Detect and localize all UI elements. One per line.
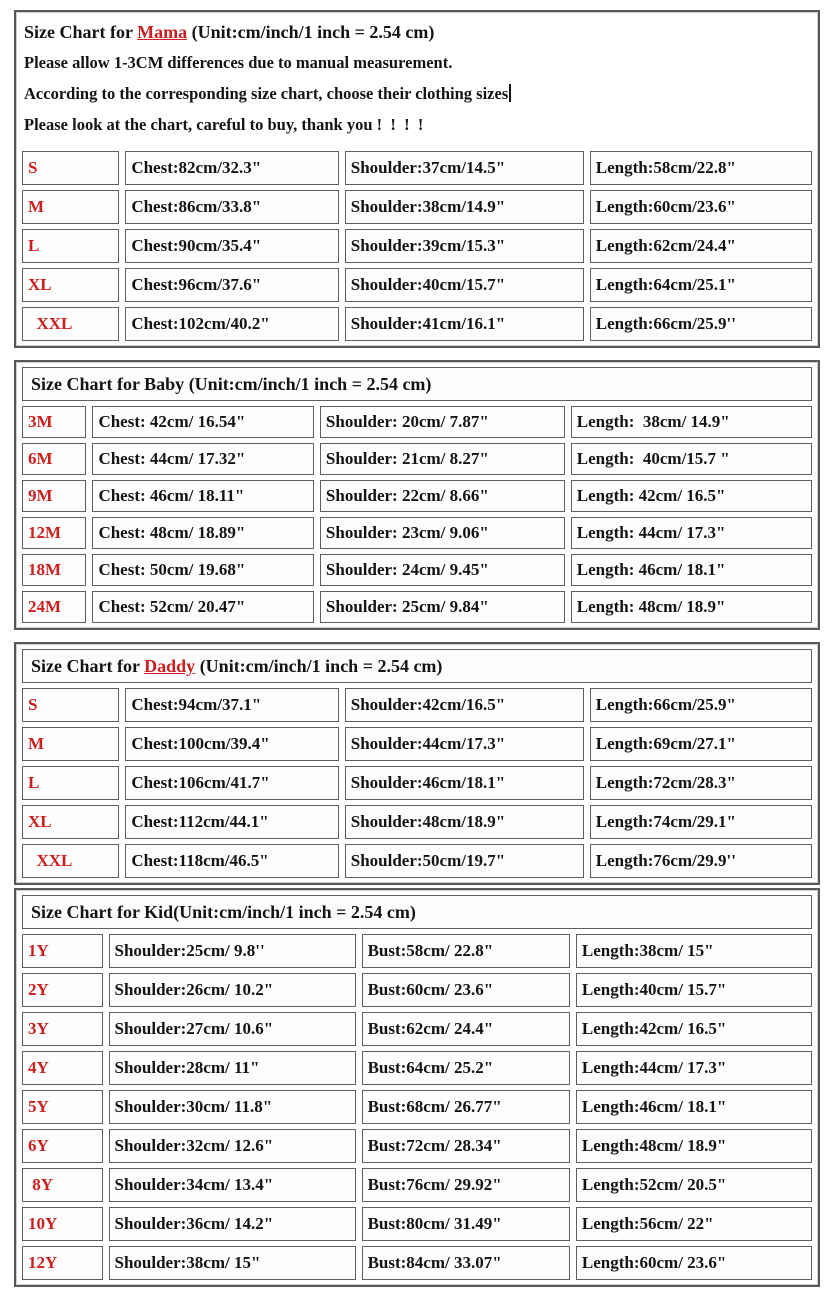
measurement-cell: Bust:62cm/ 24.4" (362, 1012, 570, 1046)
size-label-cell: 3M (22, 406, 86, 438)
note-measurement-tolerance: Please allow 1-3CM differences due to manual measurement. (24, 53, 453, 72)
size-label-cell: 4Y (22, 1051, 103, 1085)
measurement-cell: Length:58cm/22.8" (590, 151, 812, 185)
measurement-cell: Length:60cm/23.6" (590, 190, 812, 224)
title-suffix: (Unit:cm/inch/1 inch = 2.54 cm) (184, 374, 432, 394)
title-suffix: (Unit:cm/inch/1 inch = 2.54 cm) (187, 22, 435, 42)
measurement-cell: Length:48cm/ 18.9" (576, 1129, 812, 1163)
size-label-cell: 1Y (22, 934, 103, 968)
table-row (22, 973, 812, 1007)
size-label-cell: 9M (22, 480, 86, 512)
measurement-cell: Bust:68cm/ 26.77" (362, 1090, 570, 1124)
size-label-cell: L (22, 229, 119, 263)
table-row (22, 1051, 812, 1085)
measurement-cell: Shoulder: 24cm/ 9.45" (320, 554, 565, 586)
table-row (22, 1090, 812, 1124)
measurement-cell: Length: 46cm/ 18.1" (571, 554, 812, 586)
measurement-cell: Shoulder:50cm/19.7" (345, 844, 584, 878)
measurement-cell: Length:72cm/28.3" (590, 766, 812, 800)
measurement-cell: Chest: 52cm/ 20.47" (92, 591, 313, 623)
measurement-cell: Length:60cm/ 23.6" (576, 1246, 812, 1280)
title-prefix: Size Chart for (31, 374, 145, 394)
kid-chart-title (22, 895, 812, 929)
table-row (22, 190, 812, 224)
note-choose-size-text: According to the corresponding size chart, choose their clothing sizes (24, 84, 509, 103)
measurement-cell: Shoulder: 20cm/ 7.87" (320, 406, 565, 438)
size-label-cell: 5Y (22, 1090, 103, 1124)
kid-size-table (16, 929, 818, 1285)
size-label-cell: 8Y (22, 1168, 103, 1202)
measurement-cell: Chest:102cm/40.2" (125, 307, 338, 341)
size-label-cell: 3Y (22, 1012, 103, 1046)
measurement-cell: Shoulder:39cm/15.3" (345, 229, 584, 263)
table-row (22, 517, 812, 549)
measurement-cell: Chest:86cm/33.8" (125, 190, 338, 224)
size-label-cell: 24M (22, 591, 86, 623)
measurement-cell: Shoulder: 25cm/ 9.84" (320, 591, 565, 623)
baby-size-chart-box (14, 360, 820, 630)
measurement-cell: Length: 44cm/ 17.3" (571, 517, 812, 549)
size-label-cell: M (22, 727, 119, 761)
measurement-cell: Shoulder:30cm/ 11.8" (109, 1090, 356, 1124)
table-row (22, 443, 812, 475)
measurement-cell: Chest:118cm/46.5" (125, 844, 338, 878)
table-row (22, 307, 812, 341)
size-label-cell: 6Y (22, 1129, 103, 1163)
measurement-cell: Length: 40cm/15.7 " (571, 443, 812, 475)
measurement-cell: Shoulder:38cm/ 15" (109, 1246, 356, 1280)
size-label-cell: 10Y (22, 1207, 103, 1241)
measurement-cell: Length:46cm/ 18.1" (576, 1090, 812, 1124)
mama-chart-title (24, 19, 810, 45)
measurement-cell: Shoulder:34cm/ 13.4" (109, 1168, 356, 1202)
measurement-cell: Chest:106cm/41.7" (125, 766, 338, 800)
measurement-cell: Shoulder: 23cm/ 9.06" (320, 517, 565, 549)
measurement-cell: Shoulder:44cm/17.3" (345, 727, 584, 761)
measurement-cell: Chest:112cm/44.1" (125, 805, 338, 839)
table-row (22, 268, 812, 302)
table-row (22, 229, 812, 263)
measurement-cell: Shoulder:37cm/14.5" (345, 151, 584, 185)
size-label-cell: 18M (22, 554, 86, 586)
table-row (22, 1246, 812, 1280)
measurement-cell: Length:74cm/29.1" (590, 805, 812, 839)
measurement-cell: Chest:96cm/37.6" (125, 268, 338, 302)
mama-size-chart-box (14, 10, 820, 348)
measurement-cell: Length:69cm/27.1" (590, 727, 812, 761)
mama-size-table (16, 146, 818, 346)
table-row (22, 1012, 812, 1046)
measurement-cell: Length:56cm/ 22" (576, 1207, 812, 1241)
baby-size-table (16, 401, 818, 628)
mama-chart-header (16, 12, 818, 146)
title-emphasis: Kid (144, 902, 174, 922)
measurement-cell: Chest: 50cm/ 19.68" (92, 554, 313, 586)
title-prefix: Size Chart for (31, 902, 145, 922)
table-row (22, 727, 812, 761)
measurement-cell: Chest:94cm/37.1" (125, 688, 338, 722)
measurement-cell: Length:44cm/ 17.3" (576, 1051, 812, 1085)
measurement-cell: Chest: 44cm/ 17.32" (92, 443, 313, 475)
measurement-cell: Length:42cm/ 16.5" (576, 1012, 812, 1046)
size-label-cell: XXL (22, 307, 119, 341)
size-label-cell: 12Y (22, 1246, 103, 1280)
measurement-cell: Shoulder:28cm/ 11" (109, 1051, 356, 1085)
table-row (22, 934, 812, 968)
measurement-cell: Shoulder:40cm/15.7" (345, 268, 584, 302)
measurement-cell: Length:64cm/25.1" (590, 268, 812, 302)
size-label-cell: XL (22, 268, 119, 302)
measurement-cell: Shoulder:41cm/16.1" (345, 307, 584, 341)
table-row (22, 554, 812, 586)
baby-chart-title (22, 367, 812, 401)
measurement-cell: Bust:84cm/ 33.07" (362, 1246, 570, 1280)
measurement-cell: Chest: 46cm/ 18.11" (92, 480, 313, 512)
table-row (22, 1168, 812, 1202)
measurement-cell: Length: 48cm/ 18.9" (571, 591, 812, 623)
measurement-cell: Shoulder:25cm/ 9.8'' (109, 934, 356, 968)
size-label-cell: S (22, 688, 119, 722)
table-row (22, 805, 812, 839)
daddy-size-table (16, 683, 818, 883)
title-prefix: Size Chart for (31, 656, 145, 676)
measurement-cell: Length: 42cm/ 16.5" (571, 480, 812, 512)
measurement-cell: Chest:82cm/32.3" (125, 151, 338, 185)
measurement-cell: Bust:64cm/ 25.2" (362, 1051, 570, 1085)
table-row (22, 1129, 812, 1163)
measurement-cell: Shoulder: 21cm/ 8.27" (320, 443, 565, 475)
measurement-cell: Bust:72cm/ 28.34" (362, 1129, 570, 1163)
measurement-cell: Length:76cm/29.9'' (590, 844, 812, 878)
table-row (22, 1207, 812, 1241)
title-prefix: Size Chart for (24, 22, 138, 42)
daddy-size-chart-box (14, 642, 820, 885)
size-label-cell: 6M (22, 443, 86, 475)
measurement-cell: Length:66cm/25.9'' (590, 307, 812, 341)
measurement-cell: Bust:58cm/ 22.8" (362, 934, 570, 968)
measurement-cell: Chest: 48cm/ 18.89" (92, 517, 313, 549)
title-emphasis: Daddy (144, 656, 196, 676)
table-row (22, 688, 812, 722)
title-emphasis: Mama (137, 22, 188, 42)
measurement-cell: Length:38cm/ 15" (576, 934, 812, 968)
measurement-cell: Shoulder:46cm/18.1" (345, 766, 584, 800)
size-label-cell: 12M (22, 517, 86, 549)
measurement-cell: Bust:80cm/ 31.49" (362, 1207, 570, 1241)
size-label-cell: S (22, 151, 119, 185)
measurement-cell: Shoulder:38cm/14.9" (345, 190, 584, 224)
size-label-cell: M (22, 190, 119, 224)
title-suffix: (Unit:cm/inch/1 inch = 2.54 cm) (195, 656, 443, 676)
table-row (22, 151, 812, 185)
size-label-cell: L (22, 766, 119, 800)
measurement-cell: Length:40cm/ 15.7" (576, 973, 812, 1007)
size-label-cell: 2Y (22, 973, 103, 1007)
measurement-cell: Chest:100cm/39.4" (125, 727, 338, 761)
table-row (22, 766, 812, 800)
table-row (22, 591, 812, 623)
table-row (22, 480, 812, 512)
measurement-cell: Chest: 42cm/ 16.54" (92, 406, 313, 438)
measurement-cell: Length:62cm/24.4" (590, 229, 812, 263)
size-label-cell: XXL (22, 844, 119, 878)
measurement-cell: Shoulder:42cm/16.5" (345, 688, 584, 722)
measurement-cell: Shoulder:27cm/ 10.6" (109, 1012, 356, 1046)
size-label-cell: XL (22, 805, 119, 839)
measurement-cell: Length:66cm/25.9" (590, 688, 812, 722)
measurement-cell: Bust:60cm/ 23.6" (362, 973, 570, 1007)
measurement-cell: Shoulder:36cm/ 14.2" (109, 1207, 356, 1241)
table-row (22, 844, 812, 878)
measurement-cell: Chest:90cm/35.4" (125, 229, 338, 263)
measurement-cell: Shoulder:26cm/ 10.2" (109, 973, 356, 1007)
measurement-cell: Shoulder:48cm/18.9" (345, 805, 584, 839)
text-cursor (509, 84, 511, 102)
title-suffix: (Unit:cm/inch/1 inch = 2.54 cm) (173, 902, 416, 922)
table-row (22, 406, 812, 438)
note-careful-buy: Please look at the chart, careful to buy, thank you ! ! ! ! (24, 115, 424, 134)
note-choose-size (24, 81, 810, 107)
kid-size-chart-box (14, 888, 820, 1287)
daddy-chart-title (22, 649, 812, 683)
measurement-cell: Length:52cm/ 20.5" (576, 1168, 812, 1202)
measurement-cell: Length: 38cm/ 14.9" (571, 406, 812, 438)
measurement-cell: Shoulder: 22cm/ 8.66" (320, 480, 565, 512)
measurement-cell: Shoulder:32cm/ 12.6" (109, 1129, 356, 1163)
title-emphasis: Baby (144, 374, 185, 394)
measurement-cell: Bust:76cm/ 29.92" (362, 1168, 570, 1202)
